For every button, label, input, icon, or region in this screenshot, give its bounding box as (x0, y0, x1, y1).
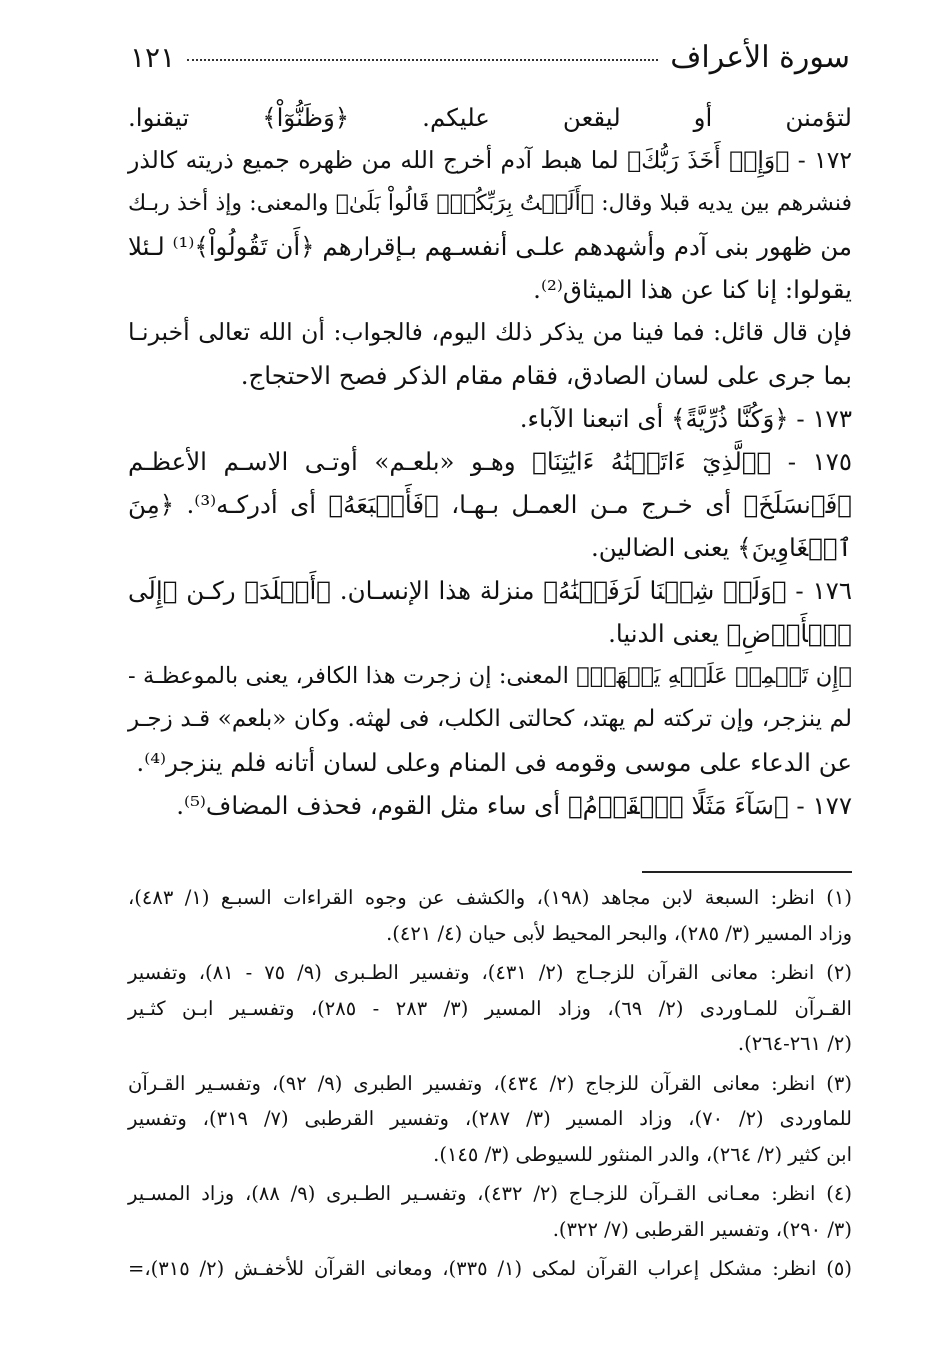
header-leader-dots (187, 59, 658, 61)
text-line: فإن قال قائل: فما فينا من يذكر ذلك اليوم، فالجواب: أن الله تعالى أخبرنـا (128, 318, 852, 346)
footnote-2 (128, 955, 852, 1062)
text-line: من ظهور بنى آدم وأشهدهم علـى أنفسـهم بـإقرارهم ﴿أَن تَقُولُواْ﴾⁽¹⁾ لـئلا (128, 232, 852, 261)
text-line: ٱلۡأَرۡضِ﴾ يعنى الدنيا. (608, 619, 852, 648)
footnote-separator (642, 871, 852, 873)
text-line: لتؤمنن أو ليقعن عليكم. ﴿وَظَنُّوٓاْ﴾ تيقنوا. (128, 103, 852, 132)
footnote-line: (٥) انظر: مشكل إعراب القرآن لمكى (١/ ٣٣٥)، ومعانى القرآن للأخفـش (٢/ ٣١٥)،= (128, 1257, 852, 1280)
footnote-line: وزاد المسير (٣/ ٢٨٥)، والبحر المحيط لأبى حيان (٤/ ٤٢١). (386, 921, 852, 945)
footnote-line: (٢/ ٢٦١-٢٦٤). (737, 1032, 852, 1055)
footnote-1 (128, 880, 852, 951)
page-number: ١٢١ (130, 41, 176, 74)
footnote-line: (٣/ ٢٩٠)، وتفسير القرطبى (٧/ ٣٢٢). (552, 1217, 852, 1241)
text-line: ﴿فَٱنسَلَخَ﴾ أى خـرج مـن العمـل بـهـا، ﴿فَأَتۡبَعَهُ﴾ أى أدركـه⁽³⁾. ﴿مِنَ (128, 490, 852, 519)
footnote-line: للماوردى (٢/ ٧٠)، وزاد المسير (٣/ ٢٨٧)، وتفسير القرطبى (٧/ ٣١٩)، وتفسير (128, 1107, 852, 1130)
footnote-3 (128, 1066, 852, 1173)
footnote-line: (٣) انظر: معانى القرآن للزجاج (٢/ ٤٣٤)، وتفسير الطبرى (٩/ ٩٢)، وتفسـير القـرآن (128, 1071, 853, 1095)
footnote-line: (٤) انظر: معـانى القـرآن للزجـاج (٢/ ٤٣٢)، وتفسـير الطـبرى (٩/ ٨٨)، وزاد المسـير (128, 1182, 852, 1205)
running-header (130, 40, 850, 90)
footnote-5 (128, 1251, 852, 1287)
surah-title: سورة الأعراف (670, 40, 850, 75)
text-line: ١٧٢ - ﴿وَإِذۡ أَخَذَ رَبُّكَ﴾ لما هبط آدم أخرج الله من ظهره جميع ذريته كالذر (128, 146, 852, 174)
footnote-4 (128, 1176, 852, 1247)
footnote-line: ابن كثير (٢/ ٢٦٤)، والدر المنثور للسيوطى (٣/ ١٤٥). (433, 1142, 852, 1166)
footnote-line: القـرآن للمـاوردى (٢/ ٦٩)، وزاد المسير (٣/ ٢٨٣ - ٢٨٥)، وتفسـير ابـن كثـير (128, 996, 852, 1020)
text-line: ١٧٧ - ﴿سَآءَ مَثَلًا ٱلۡقَوۡمُ﴾ أى ساء مثل القوم، فحذف المضاف⁽⁵⁾. (176, 791, 852, 820)
footnotes (128, 880, 852, 1291)
text-line: ٱلۡغَاوِينَ﴾ يعنى الضالين. (590, 533, 852, 562)
footnote-line: (١) انظر: السبعة لابن مجاهد (١٩٨)، والكشف عن وجوه القراءات السبـع (١/ ٤٨٣)، (128, 886, 853, 909)
text-line: ١٧٦ - ﴿وَلَوۡ شِئۡنَا لَرَفَعۡنَٰهُ﴾ منزلة هذا الإنسـان. ﴿أَخۡلَدَ﴾ ركـن ﴿إِلَى (128, 576, 852, 605)
footnote-line: (٢) انظر: معانى القرآن للزجـاج (٢/ ٤٣١)، وتفسير الطـبرى (٩/ ٧٥ - ٨١)، وتفسير (128, 961, 852, 984)
text-line: ١٧٣ - ﴿وَكُنَّا ذُرِّيَّةً﴾ أى اتبعنا الآباء. (519, 404, 852, 433)
text-line: بما جرى على لسان الصادق، فقام مقام الذكر فصح الاحتجاج. (240, 361, 852, 390)
text-line: يقولوا: إنا كنا عن هذا الميثاق⁽²⁾. (533, 275, 852, 304)
text-line: فنشرهم بين يديه قبلا وقال: ﴿أَلَسۡتُ بِرَبِّكُمۡۖ قَالُواْ بَلَىٰ﴾ والمعنى: وإذ أخذ ربـك (128, 191, 852, 216)
text-line: عن الدعاء على موسى وقومه فى المنام وعلى لسان أتانه فلم ينزجر⁽⁴⁾. (136, 748, 852, 777)
text-line: ١٧٥ - ﴿ٱلَّذِيٓ ءَاتَيۡنَٰهُ ءَايَٰتِنَا﴾ وهـو «بلعـم» أوتـى الاسـم الأعظـم (128, 447, 852, 476)
text-line: ﴿إِن تَحۡمِلۡ عَلَيۡهِ يَلۡهَثۡ﴾ المعنى: إن زجرت هذا الكافر، يعنى بالموعظـة - (128, 663, 852, 689)
text-line: لم ينزجر، وإن تركته لم يهتد، كحالتى الكلب، فى لهثه. وكان «بلعم» قـد زجـر (128, 706, 852, 732)
main-text (128, 96, 852, 827)
